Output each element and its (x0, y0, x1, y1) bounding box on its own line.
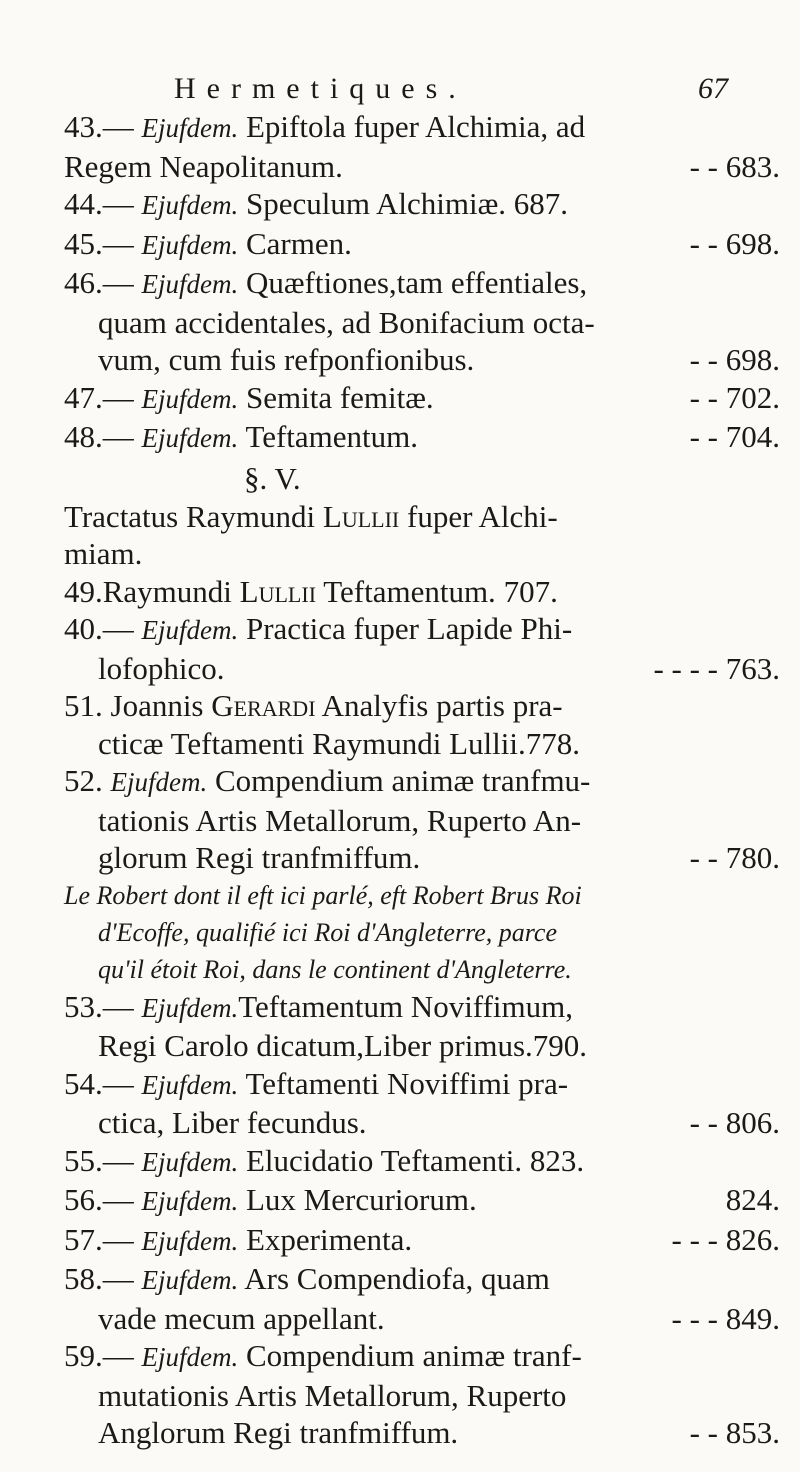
entry-title: Compendium animæ tranfmu- (214, 763, 591, 798)
page-number: 67 (698, 72, 728, 105)
entry-number: 44. (64, 186, 103, 221)
entry-47 (64, 379, 780, 419)
entry-page: 763. (725, 650, 780, 686)
entry-number: 46. (64, 265, 103, 300)
entry-number: 51. (64, 688, 103, 723)
entry-title-cont: cticæ Teftamenti Raymundi Lullii. (98, 725, 526, 761)
entry-author: Ejufdem. (141, 423, 239, 453)
entry-author: Ejufdem. (141, 383, 239, 414)
entry-number: 56. (64, 1182, 103, 1217)
section-title-author: Lullii (322, 498, 400, 534)
entry-author: Ejufdem. (141, 992, 239, 1023)
entry-number: 52. (64, 763, 103, 798)
entry-number: 43. (64, 109, 103, 144)
leader-dots: - - - (671, 1221, 718, 1257)
entry-title: Elucidatio Teftamenti. (245, 1142, 523, 1178)
entry-title-cont: tationis Artis Metallorum, Ruperto An- (98, 802, 582, 838)
entry-author: Ejufdem. (141, 190, 239, 220)
entry-55 (64, 1142, 780, 1182)
entry-page: 698. (725, 225, 780, 261)
entry-author: Ejufdem. (141, 1265, 239, 1295)
entry-number: 59. (64, 1338, 103, 1373)
entry-author: Ejufdem. (141, 1069, 239, 1100)
entry-43 (64, 108, 780, 185)
entry-title: Teftamentum. (245, 419, 419, 454)
entry-title-cont: glorum Regi tranfmiffum. (98, 840, 421, 875)
entry-author: Ejufdem. (141, 1342, 239, 1372)
leader-dots: - - (689, 1415, 718, 1450)
entry-number: 58. (64, 1261, 103, 1296)
running-header (0, 72, 800, 106)
section-title-text: fuper Alchi- (407, 498, 558, 534)
leader-dots: - - (689, 419, 718, 454)
entry-title: Teftamentum Noviffimum, (238, 988, 573, 1024)
entry-page: 702. (725, 379, 780, 415)
entry-dash: — (102, 109, 134, 144)
entry-title: Teftamenti Noviffimi pra- (245, 1065, 569, 1101)
entry-49 (64, 573, 780, 611)
entry-title-cont: vade mecum appellant. (98, 1300, 385, 1336)
entry-author: Ejufdem. (141, 113, 239, 143)
entry-author: Ejufdem. (141, 615, 239, 645)
entry-title-cont: lofophico. (98, 650, 225, 686)
entry-52 (64, 762, 780, 877)
entry-51 (64, 687, 780, 762)
entry-dash: — (102, 265, 134, 300)
entry-title-cont: Anglorum Regi tranfmiffum. (98, 1415, 459, 1450)
leader-dots: - - (689, 840, 718, 875)
entry-title: Quæftiones,tam effentiales, (245, 265, 588, 300)
entry-number: 47. (64, 379, 103, 415)
entry-author: Ejufdem. (141, 269, 239, 299)
entry-dash: — (102, 1065, 134, 1101)
entry-dash: — (102, 1221, 134, 1257)
entry-dash: — (102, 1338, 134, 1373)
entry-author: Ejufdem. (141, 1146, 239, 1177)
entry-page: 780. (725, 840, 780, 875)
entry-title: Ars Compendiofa, quam (244, 1261, 550, 1296)
entry-title: Experimenta. (245, 1221, 413, 1257)
entry-title: Practica fuper Lapide Phi- (245, 611, 573, 646)
entry-title-cont: mutationis Artis Metallorum, Ruperto (98, 1377, 567, 1413)
entry-46 (64, 264, 780, 379)
entry-58 (64, 1260, 780, 1337)
running-title: Hermetiques. (174, 72, 467, 105)
section-heading: §. V. (244, 460, 301, 496)
section-title (64, 498, 780, 573)
entry-45 (64, 225, 780, 265)
entry-page: 687. (513, 186, 569, 221)
entry-title: Epiftola fuper Alchimia, ad (245, 109, 586, 144)
section-title-text: Tractatus Raymundi (64, 498, 316, 534)
entry-author: Raymundi (102, 573, 232, 609)
entry-page: 806. (725, 1105, 780, 1140)
entry-dash: — (102, 1142, 134, 1178)
leader-dots: - - - (671, 1300, 718, 1336)
entry-title: Carmen. (245, 225, 352, 261)
entry-number: 55. (64, 1142, 103, 1178)
leader-dots: - - (689, 1105, 718, 1140)
section-title-cont: miam. (64, 536, 143, 571)
entry-number: 45. (64, 225, 103, 261)
entry-dash: — (102, 1261, 134, 1296)
entry-number: 53. (64, 988, 103, 1024)
leader-dots: - - - - (653, 650, 718, 686)
entry-number: 48. (64, 419, 103, 454)
entry-53 (64, 988, 780, 1065)
entry-page: 824. (725, 1182, 780, 1217)
entry-dash: — (102, 186, 134, 221)
entry-dash: — (102, 419, 134, 454)
footnote-line: Le Robert dont il eft ici parlé, eft Robert Brus Roi (64, 880, 582, 910)
leader-dots: - - (689, 342, 718, 377)
entry-page: 683. (725, 148, 780, 184)
entry-dash: — (102, 379, 134, 415)
entry-dash: — (102, 988, 134, 1024)
leader-dots: - - (689, 148, 718, 184)
entry-author: Ejufdem. (141, 229, 239, 260)
entry-number: 57. (64, 1221, 103, 1257)
entry-page: 778. (525, 725, 580, 761)
entry-title: Speculum Alchimiæ. (245, 186, 507, 221)
entry-page: 704. (725, 419, 780, 454)
entry-author-sc: Gerardi (211, 688, 316, 723)
entry-page: 849. (725, 1300, 780, 1336)
entry-page: 790. (532, 1028, 588, 1063)
entry-title: Semita femitæ. (245, 379, 434, 415)
entry-title: Lux Mercuriorum. (245, 1182, 477, 1217)
footnote (64, 877, 780, 988)
entry-title-cont: vum, cum fuis refponfionibus. (98, 342, 475, 377)
entry-54 (64, 1065, 780, 1142)
leader-dots: - - (689, 379, 718, 415)
entry-page: 826. (725, 1221, 780, 1257)
entry-author: Joannis (110, 688, 204, 723)
entry-44 (64, 185, 780, 225)
entry-48 (64, 418, 780, 458)
footnote-line: d'Ecoffe, qualifié ici Roi d'Angleterre, parce (98, 917, 558, 947)
entry-author: Ejufdem. (110, 767, 208, 797)
entry-59 (64, 1337, 780, 1452)
footnote-line: qu'il étoit Roi, dans le continent d'Angleterre. (98, 954, 572, 984)
entry-page: 853. (725, 1415, 780, 1450)
entry-number: 49. (64, 573, 103, 609)
entry-number: 40. (64, 611, 103, 646)
entry-title-cont: quam accidentales, ad Bonifacium octa- (98, 304, 595, 340)
entry-number: 54. (64, 1065, 103, 1101)
entry-56 (64, 1181, 780, 1221)
entry-author-sc: Lullii (239, 573, 317, 609)
entry-title: Analyfis partis pra- (321, 688, 563, 723)
entry-page: 707. (503, 573, 558, 609)
entry-title: Compendium animæ tranf- (245, 1338, 582, 1373)
entry-57 (64, 1221, 780, 1261)
entry-page: 698. (725, 342, 780, 377)
entry-50 (64, 610, 780, 687)
leader-dots: - - (689, 225, 718, 261)
page-body (64, 108, 780, 1452)
entry-dash: — (102, 611, 134, 646)
entry-title-cont: Regi Carolo dicatum,Liber primus. (98, 1028, 533, 1063)
entry-dash: — (102, 225, 134, 261)
entry-title: Teftamentum. (323, 573, 496, 609)
entry-title-cont: ctica, Liber fecundus. (98, 1105, 367, 1140)
entry-dash: — (102, 1182, 134, 1217)
entry-title-cont: Regem Neapolitanum. (64, 148, 343, 184)
entry-author: Ejufdem. (141, 1186, 239, 1216)
entry-page: 823. (529, 1142, 585, 1178)
entry-author: Ejufdem. (141, 1225, 239, 1256)
